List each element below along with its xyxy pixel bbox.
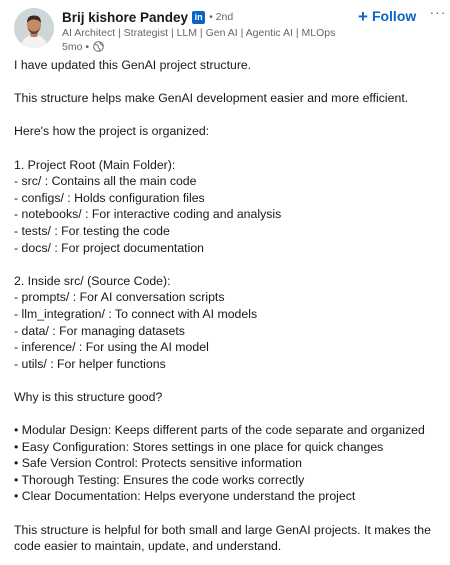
- root-heading: 1. Project Root (Main Folder):: [14, 157, 176, 172]
- benefit-item: • Clear Documentation: Helps everyone understand the project: [14, 489, 356, 504]
- more-options-button[interactable]: ···: [429, 4, 447, 20]
- src-item: - prompts/ : For AI conversation scripts: [14, 290, 225, 305]
- post-body: [14, 57, 444, 555]
- blank-line: [14, 74, 444, 91]
- follow-button[interactable]: [358, 6, 416, 26]
- author-name-row: [62, 8, 362, 26]
- src-item: - llm_integration/ : To connect with AI models: [14, 306, 258, 321]
- benefit-item: • Safe Version Control: Protects sensitive information: [14, 456, 302, 471]
- root-item: - configs/ : Holds configuration files: [14, 190, 205, 205]
- blank-line: [14, 107, 444, 124]
- plus-icon: +: [358, 6, 368, 26]
- src-heading: 2. Inside src/ (Source Code):: [14, 273, 171, 288]
- linkedin-icon: in: [192, 11, 205, 24]
- root-item: - src/ : Contains all the main code: [14, 174, 197, 189]
- post-header: [62, 8, 362, 53]
- root-item: - notebooks/ : For interactive coding and analysis: [14, 207, 282, 222]
- post-organized: Here's how the project is organized:: [14, 124, 210, 139]
- connection-degree: • 2nd: [209, 11, 234, 23]
- globe-icon: [93, 41, 104, 52]
- post-meta: [62, 40, 362, 53]
- src-item: - utils/ : For helper functions: [14, 356, 166, 371]
- avatar[interactable]: [14, 8, 54, 48]
- blank-line: [14, 256, 444, 273]
- author-name[interactable]: Brij kishore Pandey: [62, 9, 189, 25]
- benefit-item: • Thorough Testing: Ensures the code works correctly: [14, 472, 305, 487]
- root-item: - docs/ : For project documentation: [14, 240, 205, 255]
- blank-line: [14, 372, 444, 389]
- root-item: - tests/ : For testing the code: [14, 223, 170, 238]
- benefit-item: • Easy Configuration: Stores settings in one place for quick changes: [14, 439, 384, 454]
- why-heading: Why is this structure good?: [14, 389, 163, 404]
- post-intro: I have updated this GenAI project structure.: [14, 58, 252, 72]
- blank-line: [14, 505, 444, 522]
- post-purpose: This structure helps make GenAI development easier and more efficient.: [14, 91, 409, 106]
- blank-line: [14, 405, 444, 422]
- post-closing: This structure is helpful for both small and large GenAI projects. It makes the code easier to maintain, update, and understand.: [14, 522, 431, 554]
- follow-label: Follow: [371, 8, 417, 24]
- src-item: - data/ : For managing datasets: [14, 323, 185, 338]
- author-headline: AI Architect | Strategist | LLM | Gen AI | Agentic AI | MLOps: [62, 27, 336, 39]
- benefit-item: • Modular Design: Keeps different parts of the code separate and organized: [14, 423, 425, 438]
- avatar-photo: [14, 8, 54, 48]
- src-item: - inference/ : For using the AI model: [14, 340, 209, 355]
- post-timestamp: 5mo •: [62, 40, 90, 53]
- blank-line: [14, 140, 444, 157]
